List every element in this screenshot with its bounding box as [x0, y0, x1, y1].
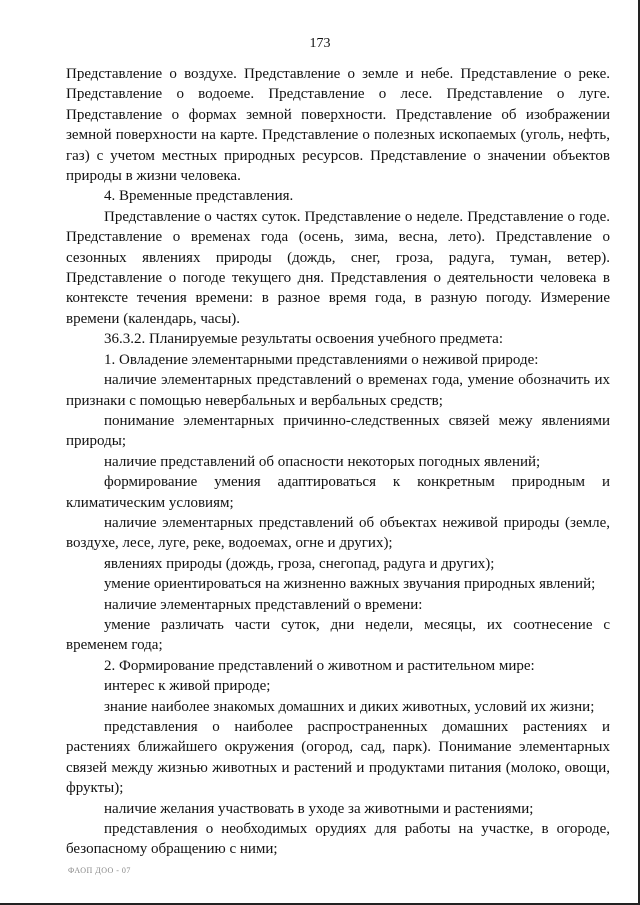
paragraph: умение различать части суток, дни недели, месяцы, их соотнесение с временем года;	[66, 616, 610, 654]
paragraph: представления о наиболее распространенных домашних растениях и растениях ближайшего окружения (огород, сад, парк). Понимание элементарных связей между жизнью животных и растений и продуктами питания (молоко, овощи, фрукты);	[66, 719, 610, 797]
page-number: 173	[309, 36, 331, 51]
paragraph: наличие элементарных представлений о времени:	[104, 596, 423, 613]
footer-mark: ФАОП ДОО - 07	[68, 866, 131, 875]
paragraph: наличие элементарных представлений о временах года, умение обозначить их признаки с помощью невербальных и вербальных средств;	[66, 372, 610, 409]
paragraph: формирование умения адаптироваться к конкретным природным и климатическим условиям;	[66, 474, 610, 511]
paragraph: Представление о воздухе. Представление о земле и небе. Представление о реке. Представление о водоеме. Представление о лесе. Представление о луге. Представление о формах земной поверхности. Представление об изображении земной поверхности на карте. Представление о полезных ископаемых (уголь, нефть, газ) с учетом местных природных ресурсов. Представление о значении объектов природы в жизни человека.	[66, 66, 610, 185]
paragraph: 2. Формирование представлений о животном и растительном мире:	[104, 657, 535, 674]
paragraph: наличие желания участвовать в уходе за животными и растениями;	[104, 800, 534, 817]
paragraph: понимание элементарных причинно-следственных связей межу явлениями природы;	[66, 412, 610, 450]
paragraph: 1. Овладение элементарными представлениями о неживой природе:	[104, 351, 539, 368]
document-body	[66, 64, 610, 860]
paragraph: наличие элементарных представлений об объектах неживой природы (земле, воздухе, лесе, луге, реке, водоемах, огне и других);	[66, 514, 610, 552]
paragraph: наличие представлений об опасности некоторых погодных явлений;	[104, 453, 541, 470]
paragraph: 36.3.2. Планируемые результаты освоения учебного предмета:	[104, 331, 503, 348]
paragraph: умение ориентироваться на жизненно важных звучания природных явлений;	[104, 576, 596, 593]
paragraph: 4. Временные представления.	[104, 188, 294, 205]
paragraph: явлениях природы (дождь, гроза, снегопад, радуга и других);	[104, 555, 495, 572]
paragraph: Представление о частях суток. Представление о неделе. Представление о годе. Представление о временах года (осень, зима, весна, лето). Представление о сезонных явлениях природы (дождь, снег, гроза, радуга, туман, ветер). Представление о погоде текущего дня. Представления о деятельности человека в контексте течения времени: в разное время года, в разную погоду. Измерение времени (календарь, часы).	[66, 208, 610, 327]
paragraph: представления о необходимых орудиях для работы на участке, в огороде, безопасному обращению с ними;	[66, 821, 610, 858]
paragraph: знание наиболее знакомых домашних и диких животных, условий их жизни;	[104, 698, 595, 715]
paragraph: интерес к живой природе;	[104, 678, 271, 695]
